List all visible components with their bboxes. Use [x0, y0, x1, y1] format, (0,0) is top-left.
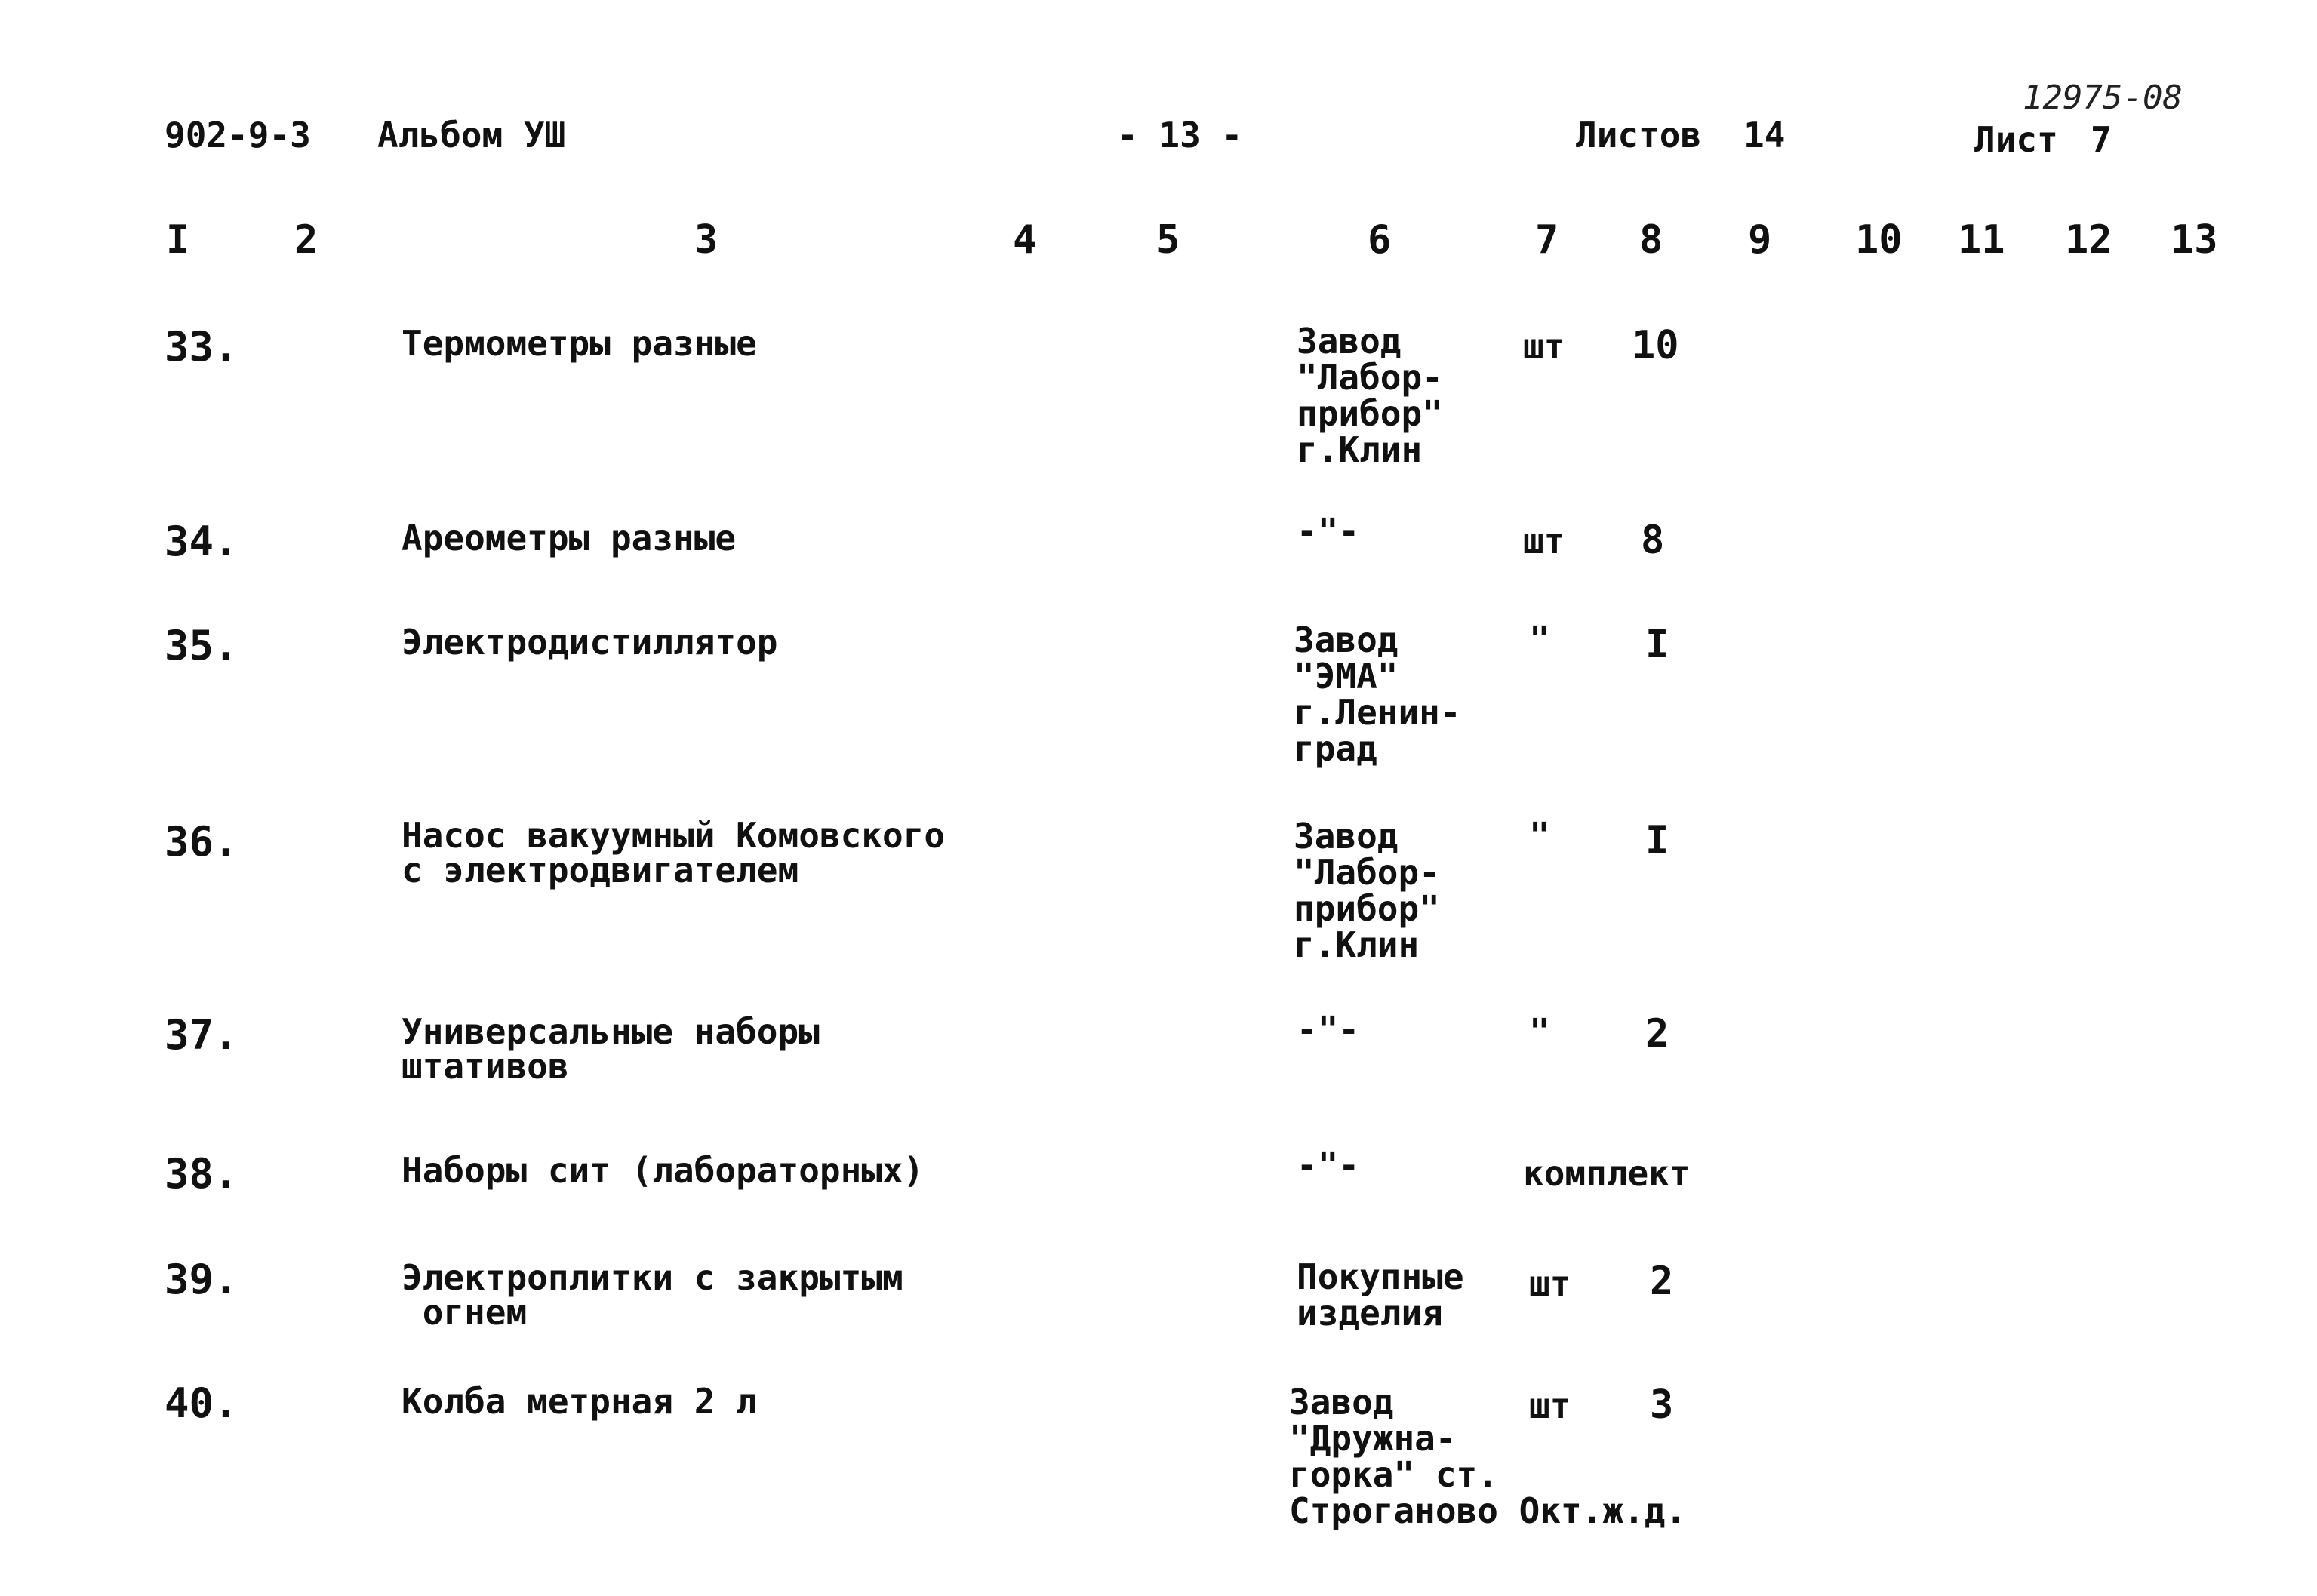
unit: шт [1529, 1385, 1571, 1426]
doc-code: 902-9-3 [165, 115, 311, 155]
manufacturer [1297, 1009, 1360, 1050]
item-name-line: с электродвигателем [402, 850, 799, 890]
row-number: 40. [165, 1379, 238, 1427]
column-number: 2 [294, 217, 318, 263]
item-name-line: штативов [402, 1046, 569, 1087]
column-number: I [166, 217, 190, 263]
manufacturer-line: -"- [1297, 511, 1360, 552]
manufacturer [1294, 622, 1461, 767]
row-number: 35. [165, 622, 238, 669]
unit: шт [1523, 521, 1565, 561]
column-number: 10 [1855, 217, 1903, 263]
item-name [402, 323, 757, 364]
manufacturer-line: "Лабор- [1294, 852, 1440, 893]
row-number: 39. [165, 1256, 238, 1303]
column-number: 6 [1368, 217, 1392, 263]
manufacturer-line: прибор" [1297, 393, 1443, 434]
manufacturer-line: Завод [1294, 816, 1399, 856]
item-name [402, 815, 946, 890]
item-name [402, 1257, 903, 1333]
manufacturer-line: -"- [1297, 1145, 1360, 1185]
manufacturer-line: Завод [1294, 620, 1399, 660]
item-name-line: Универсальные наборы [402, 1011, 820, 1052]
unit: комплект [1523, 1153, 1691, 1194]
column-number: 3 [694, 217, 718, 263]
row-number: 38. [165, 1150, 238, 1198]
item-name-line: Электродистиллятор [402, 622, 778, 663]
item-name [402, 622, 778, 663]
album-label: Альбом УШ [377, 115, 566, 155]
unit: шт [1529, 1263, 1571, 1304]
row-number: 36. [165, 818, 238, 866]
manufacturer [1297, 1147, 1359, 1183]
sheets-label: Листов [1576, 115, 1702, 155]
archive-stamp: 12975-08 [2023, 78, 2183, 117]
column-number: 8 [1639, 217, 1663, 263]
manufacturer [1297, 1256, 1464, 1333]
manufacturer [1289, 1384, 1686, 1529]
manufacturer-line: г.Клин [1297, 429, 1423, 470]
row-number: 33. [165, 323, 238, 371]
item-name-line: Ареометры разные [402, 518, 737, 558]
manufacturer [1297, 511, 1360, 552]
manufacturer-line: "ЭМА" [1294, 656, 1399, 697]
item-name [402, 518, 737, 558]
row-number: 37. [165, 1011, 238, 1059]
quantity: 8 [1641, 518, 1665, 563]
manufacturer-line: -"- [1297, 1009, 1360, 1050]
quantity: I [1645, 622, 1669, 667]
column-number: 13 [2171, 217, 2218, 263]
sheet-number: 7 [2091, 119, 2112, 160]
item-name-line: Наборы сит (лабораторных) [402, 1150, 925, 1191]
manufacturer-line: Завод [1297, 321, 1402, 361]
unit: " [1529, 619, 1550, 660]
page-number: - 13 - [1117, 115, 1243, 155]
item-name-line: Электроплитки с закрытым [402, 1257, 903, 1298]
manufacturer [1297, 323, 1443, 468]
quantity: I [1645, 818, 1669, 863]
item-name-line: Термометры разные [402, 323, 757, 364]
quantity: 10 [1632, 323, 1679, 368]
item-name [402, 1011, 820, 1087]
sheets-count: 14 [1743, 115, 1786, 155]
manufacturer-line: прибор" [1294, 888, 1440, 929]
manufacturer-line: "Дружна- [1289, 1418, 1457, 1459]
manufacturer-line: "Лабор- [1297, 357, 1443, 398]
item-name-line: огнем [402, 1292, 528, 1333]
quantity: 2 [1650, 1259, 1674, 1304]
column-number: 5 [1156, 217, 1180, 263]
item-name [402, 1150, 925, 1191]
manufacturer-line: г.Ленин- [1294, 692, 1461, 733]
manufacturer-line: изделия [1297, 1293, 1443, 1333]
column-number: 7 [1535, 217, 1559, 263]
column-number: 4 [1013, 217, 1037, 263]
sheet-label: Лист [1974, 119, 2058, 160]
manufacturer-line: г.Клин [1294, 924, 1420, 965]
manufacturer [1294, 818, 1440, 963]
column-number: 12 [2065, 217, 2112, 263]
manufacturer-line: Строганово Окт.ж.д. [1289, 1490, 1687, 1531]
quantity: 3 [1650, 1382, 1674, 1428]
item-name-line: Колба метрная 2 л [402, 1381, 757, 1422]
row-number: 34. [165, 518, 238, 565]
item-name-line: Насос вакуумный Комовского [402, 815, 946, 856]
manufacturer-line: Завод [1289, 1382, 1394, 1422]
column-number: 11 [1958, 217, 2005, 263]
manufacturer-line: Покупные [1297, 1256, 1464, 1297]
item-name [402, 1381, 757, 1422]
manufacturer-line: горка" ст. [1289, 1454, 1498, 1495]
unit: " [1529, 1011, 1550, 1052]
manufacturer-line: град [1294, 728, 1377, 769]
quantity: 2 [1645, 1011, 1669, 1056]
unit: " [1529, 815, 1550, 856]
column-number: 9 [1748, 217, 1772, 263]
unit: шт [1523, 326, 1565, 367]
